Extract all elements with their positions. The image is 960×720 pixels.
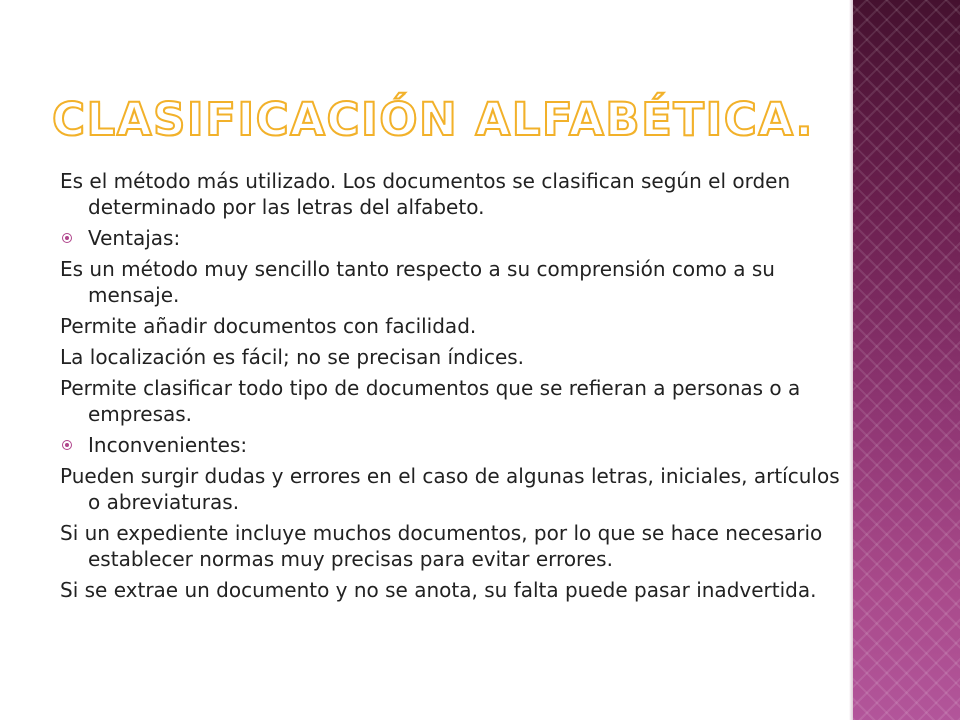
- circle-dot-icon: [62, 440, 72, 450]
- bullet-label: Ventajas:: [88, 226, 181, 250]
- paragraph-inconveniente-1: Pueden surgir dudas y errores en el caso de algunas letras, iniciales, artículos o abreviaturas.: [60, 464, 840, 514]
- circle-dot-icon: [62, 233, 72, 243]
- bullet-ventajas: [60, 225, 840, 251]
- paragraph-ventaja-2: Permite añadir documentos con facilidad.: [60, 314, 477, 338]
- paragraph-intro: Es el método más utilizado. Los documentos se clasifican según el orden determinado por las letras del alfabeto.: [60, 169, 791, 219]
- bullet-inconvenientes: [60, 432, 840, 458]
- paragraph-inconveniente-3: Si se extrae un documento y no se anota, su falta puede pasar inadvertida.: [60, 578, 817, 602]
- paragraph-ventaja-1: Es un método muy sencillo tanto respecto a su comprensión como a su mensaje.: [60, 257, 775, 307]
- paragraph-ventaja-3: La localización es fácil; no se precisan índices.: [60, 345, 525, 369]
- bullet-label: Inconvenientes:: [88, 433, 248, 457]
- paragraph-ventaja-4: Permite clasificar todo tipo de documentos que se refieran a personas o a empresas.: [60, 376, 801, 426]
- decorative-side-panel: [853, 0, 960, 720]
- slide-title: CLASIFICACIÓN ALFABÉTICA.: [52, 93, 815, 146]
- slide-body: [60, 168, 840, 608]
- paragraph-inconveniente-2: Si un expediente incluye muchos documentos, por lo que se hace necesario establecer normas muy precisas para evitar errores.: [60, 521, 823, 571]
